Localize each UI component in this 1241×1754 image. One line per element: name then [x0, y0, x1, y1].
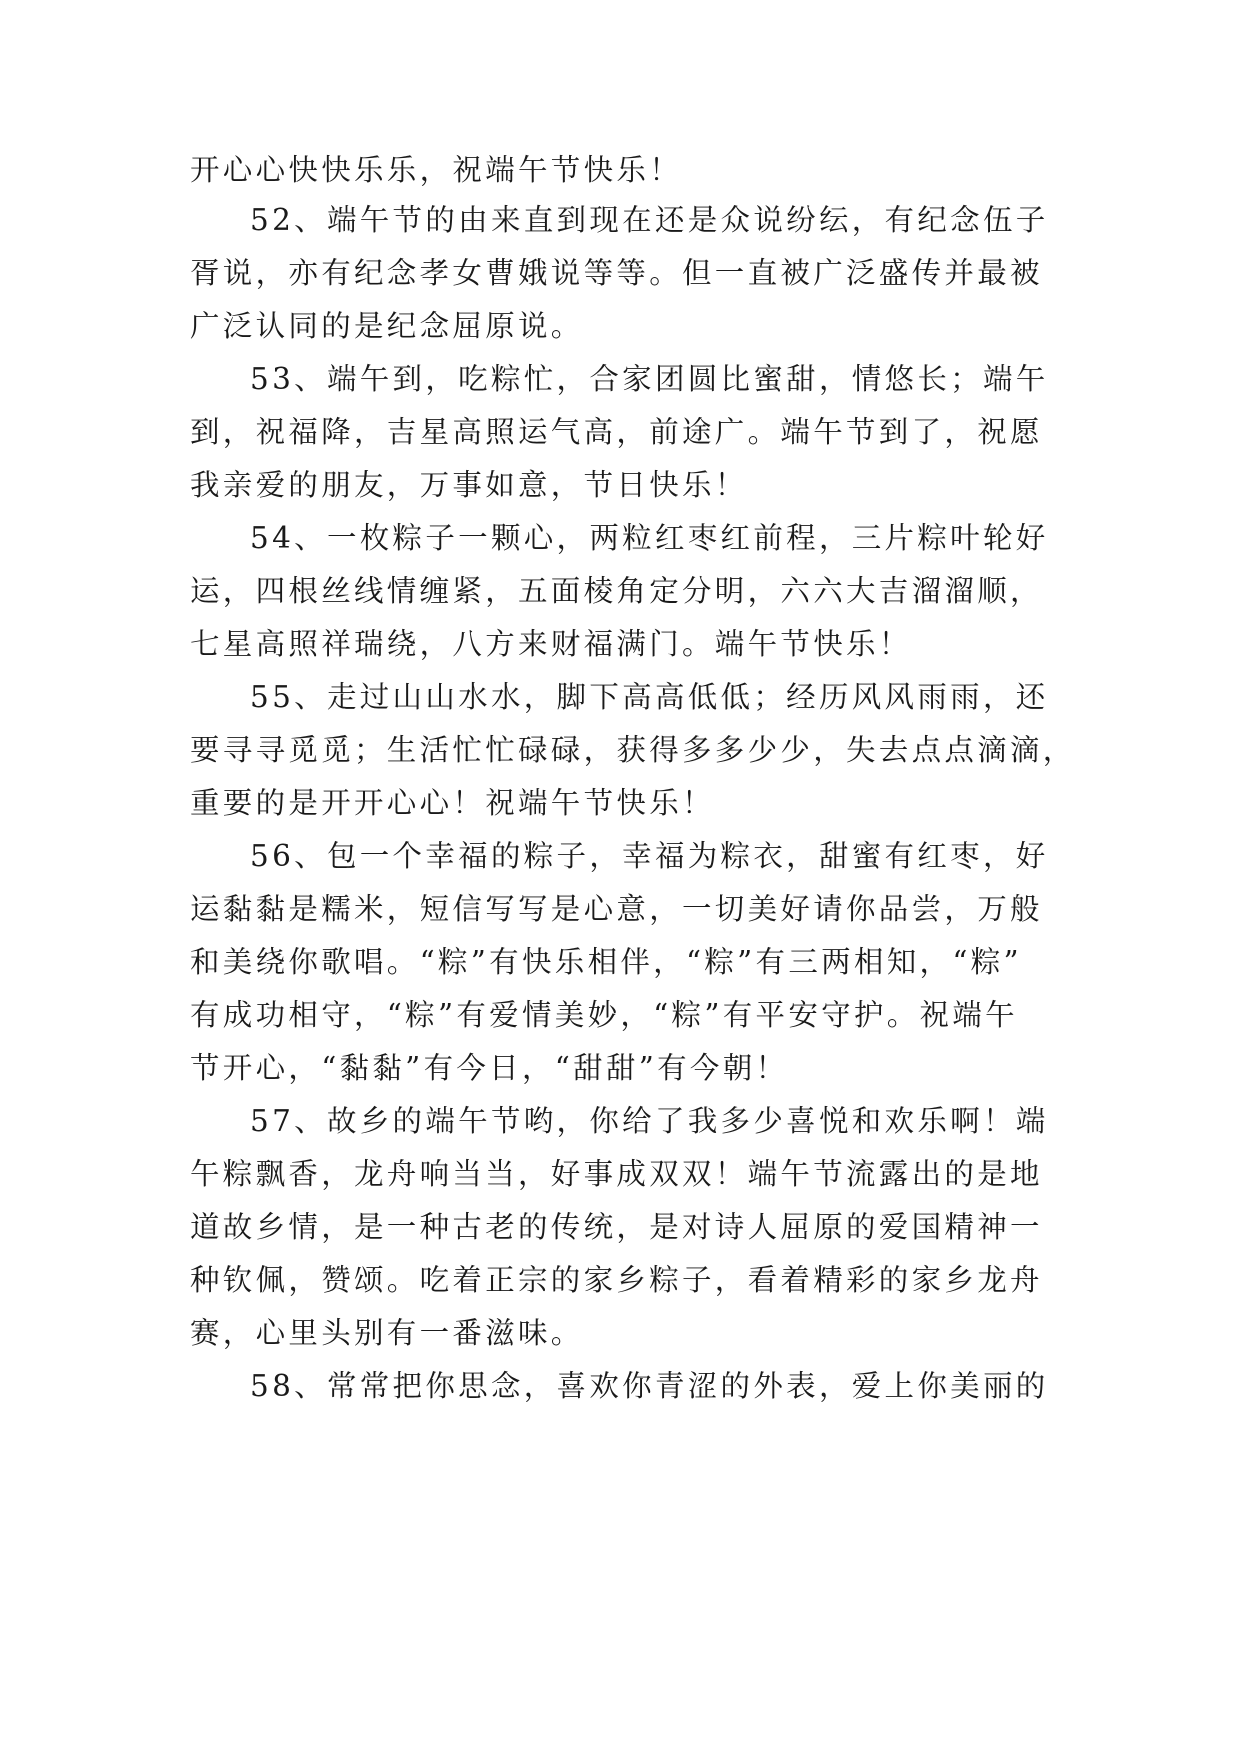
paragraph-line: 运，四根丝线情缠紧，五面棱角定分明，六六大吉溜溜顺， — [190, 574, 1043, 608]
paragraph-line: 道故乡情，是一种古老的传统，是对诗人屈原的爱国精神一 — [190, 1210, 1043, 1244]
paragraph-line: 种钦佩，赞颂。吃着正宗的家乡粽子，看着精彩的家乡龙舟 — [190, 1263, 1043, 1297]
paragraph-line: 54、一枚粽子一颗心，两粒红枣红前程，三片粽叶轮好 — [250, 521, 1049, 555]
paragraph-line: 广泛认同的是纪念屈原说。 — [190, 309, 584, 343]
paragraph-line: 胥说，亦有纪念孝女曹娥说等等。但一直被广泛盛传并最被 — [190, 256, 1043, 290]
paragraph-line: 赛，心里头别有一番滋味。 — [190, 1316, 584, 1350]
paragraph-line: 57、故乡的端午节哟，你给了我多少喜悦和欢乐啊！端 — [250, 1104, 1049, 1138]
paragraph-line: 56、包一个幸福的粽子，幸福为粽衣，甜蜜有红枣，好 — [250, 839, 1049, 873]
paragraph-line: 52、端午节的由来直到现在还是众说纷纭，有纪念伍子 — [250, 203, 1049, 237]
paragraph-line: 节开心，“黏黏”有今日，“甜甜”有今朝！ — [190, 1051, 789, 1085]
paragraph-line: 午粽飘香，龙舟响当当，好事成双双！端午节流露出的是地 — [190, 1157, 1043, 1191]
paragraph-line: 运黏黏是糯米，短信写写是心意，一切美好请你品尝，万般 — [190, 892, 1043, 926]
paragraph-line: 开心心快快乐乐，祝端午节快乐！ — [190, 153, 683, 187]
paragraph-line: 53、端午到，吃粽忙，合家团圆比蜜甜，情悠长；端午 — [250, 362, 1049, 396]
paragraph-line: 有成功相守，“粽”有爱情美妙，“粽”有平安守护。祝端午 — [190, 998, 1018, 1032]
paragraph-line: 和美绕你歌唱。“粽”有快乐相伴，“粽”有三两相知，“粽” — [190, 945, 1022, 979]
paragraph-line: 我亲爱的朋友，万事如意，节日快乐！ — [190, 468, 748, 502]
paragraph-line: 58、常常把你思念，喜欢你青涩的外表，爱上你美丽的 — [250, 1369, 1049, 1403]
paragraph-line: 要寻寻觅觅；生活忙忙碌碌，获得多多少少，失去点点滴滴， — [190, 733, 1076, 767]
paragraph-line: 七星高照祥瑞绕，八方来财福满门。端午节快乐！ — [190, 627, 912, 661]
paragraph-line: 到，祝福降，吉星高照运气高，前途广。端午节到了，祝愿 — [190, 415, 1043, 449]
paragraph-line: 重要的是开开心心！祝端午节快乐！ — [190, 786, 715, 820]
paragraph-line: 55、走过山山水水，脚下高高低低；经历风风雨雨，还 — [250, 680, 1049, 714]
